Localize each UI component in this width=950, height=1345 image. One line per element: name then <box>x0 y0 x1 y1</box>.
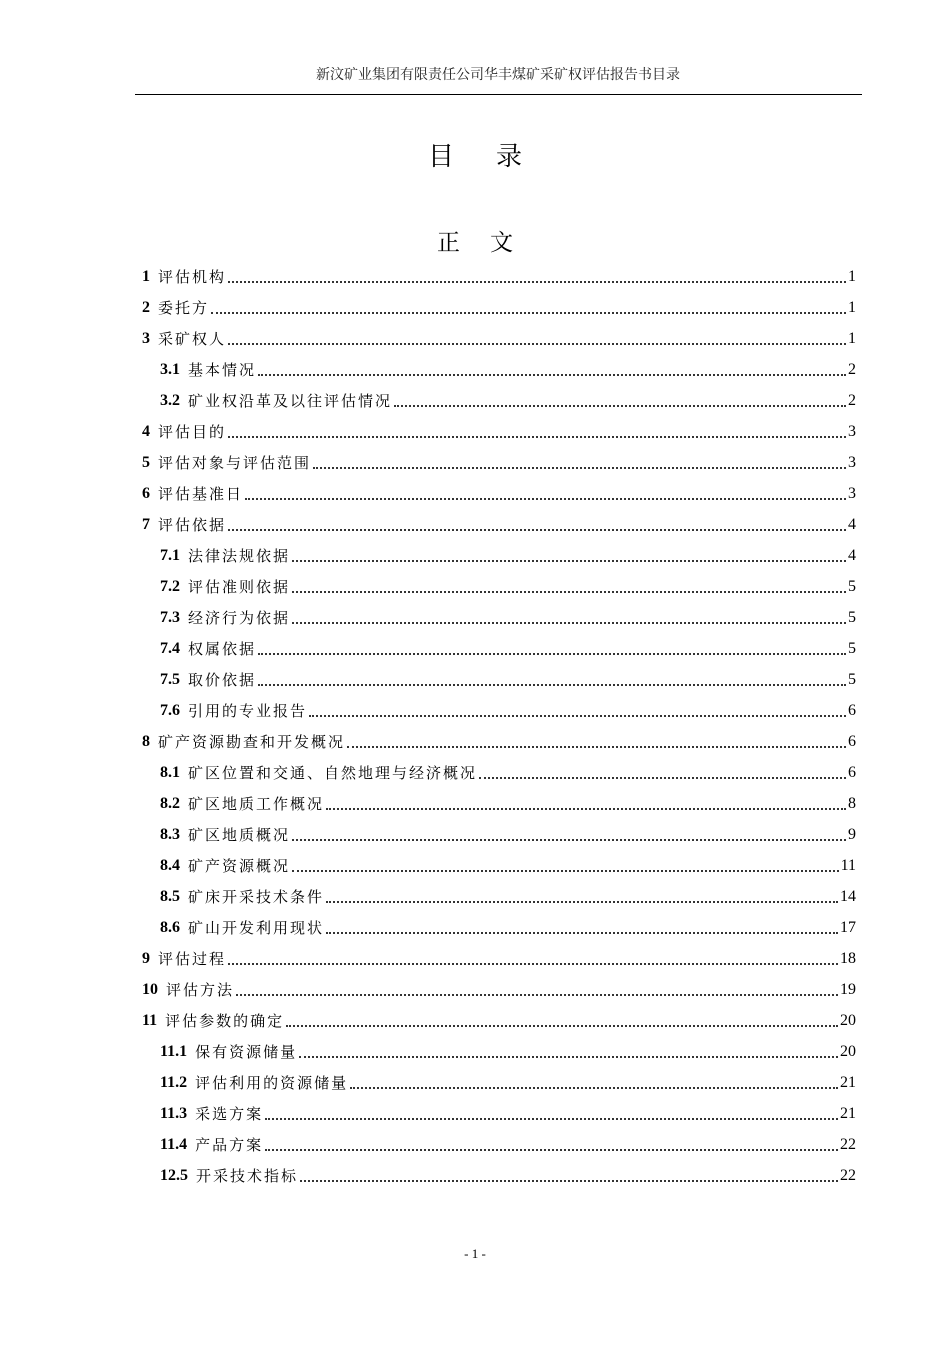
toc-entry[interactable] <box>142 1036 856 1067</box>
toc-entry-number: 7.6 <box>160 701 180 719</box>
toc-entry-number: 7.4 <box>160 639 180 657</box>
toc-entry-number: 8.6 <box>160 918 180 936</box>
toc-dot-leader <box>265 1149 838 1151</box>
toc-entry[interactable] <box>142 354 856 385</box>
toc-entry-number: 4 <box>142 422 150 440</box>
toc-dot-leader <box>292 839 846 841</box>
toc-entry-number: 11.1 <box>160 1042 188 1060</box>
toc-entry-page: 5 <box>848 577 856 595</box>
toc-entry-label: 取价依据 <box>188 671 257 689</box>
toc-dot-leader <box>286 1025 838 1027</box>
toc-entry-page: 17 <box>840 918 856 936</box>
toc-dot-leader <box>211 312 846 314</box>
toc-entry-number: 7.5 <box>160 670 180 688</box>
toc-entry-number: 1 <box>142 267 150 285</box>
toc-entry[interactable] <box>142 571 856 602</box>
toc-entry-label: 经济行为依据 <box>188 609 291 627</box>
toc-entry-page: 1 <box>848 298 856 316</box>
toc-dot-leader <box>245 498 846 500</box>
toc-entry-label: 产品方案 <box>195 1136 264 1154</box>
toc-entry-page: 22 <box>840 1135 856 1153</box>
toc-entry-page: 11 <box>840 856 856 874</box>
toc-entry-label: 矿业权沿革及以往评估情况 <box>188 392 393 410</box>
toc-dot-leader <box>299 1056 838 1058</box>
toc-entry-label: 委托方 <box>158 299 210 317</box>
toc-entry-page: 6 <box>848 732 856 750</box>
toc-entry[interactable] <box>142 385 856 416</box>
toc-entry[interactable] <box>142 850 856 881</box>
toc-dot-leader <box>326 808 846 810</box>
page-title: 目录 <box>427 142 564 172</box>
toc-entry-label: 基本情况 <box>188 361 257 379</box>
toc-entry-page: 4 <box>848 515 856 533</box>
toc-entry-number: 11 <box>142 1011 158 1029</box>
toc-dot-leader <box>479 777 846 779</box>
toc-dot-leader <box>347 746 846 748</box>
running-header: 新汶矿业集团有限责任公司华丰煤矿采矿权评估报告书目录 <box>316 67 680 83</box>
toc-entry-page: 2 <box>848 360 856 378</box>
toc-entry-number: 8.1 <box>160 763 180 781</box>
toc-entry-page: 19 <box>840 980 856 998</box>
toc-entry[interactable] <box>142 1098 856 1129</box>
toc-entry-page: 5 <box>848 608 856 626</box>
toc-entry[interactable] <box>142 292 856 323</box>
toc-dot-leader <box>292 622 846 624</box>
toc-entry-number: 11.2 <box>160 1073 188 1091</box>
toc-dot-leader <box>228 436 846 438</box>
toc-entry-page: 1 <box>848 267 856 285</box>
toc-entry[interactable] <box>142 261 856 292</box>
toc-entry-label: 评估准则依据 <box>188 578 291 596</box>
toc-dot-leader <box>228 343 846 345</box>
toc-entry-label: 评估参数的确定 <box>165 1012 285 1030</box>
toc-entry-number: 8.3 <box>160 825 180 843</box>
toc-entry-page: 9 <box>848 825 856 843</box>
toc-entry-label: 矿床开采技术条件 <box>188 888 325 906</box>
toc-entry-label: 保有资源储量 <box>195 1043 298 1061</box>
toc-dot-leader <box>265 1118 838 1120</box>
toc-entry[interactable] <box>142 695 856 726</box>
toc-dot-leader <box>228 281 846 283</box>
toc-entry-number: 6 <box>142 484 150 502</box>
toc-entry[interactable] <box>142 1129 856 1160</box>
toc-entry-label: 矿区地质工作概况 <box>188 795 325 813</box>
toc-entry[interactable] <box>142 1160 856 1191</box>
toc-dot-leader <box>326 932 838 934</box>
toc-entry-page: 3 <box>848 453 856 471</box>
toc-entry[interactable] <box>142 664 856 695</box>
toc-dot-leader <box>292 870 839 872</box>
toc-entry-label: 法律法规依据 <box>188 547 291 565</box>
toc-entry-page: 18 <box>840 949 856 967</box>
toc-entry-number: 8.4 <box>160 856 180 874</box>
toc-entry[interactable] <box>142 540 856 571</box>
toc-entry-page: 20 <box>840 1011 856 1029</box>
toc-entry-page: 20 <box>840 1042 856 1060</box>
toc-entry-page: 4 <box>848 546 856 564</box>
toc-entry-number: 7.2 <box>160 577 180 595</box>
toc-entry[interactable] <box>142 602 856 633</box>
toc-entry[interactable] <box>142 912 856 943</box>
toc-entry-number: 3.1 <box>160 360 180 378</box>
toc-entry-page: 8 <box>848 794 856 812</box>
toc-entry-number: 10 <box>142 980 158 998</box>
toc-entry-number: 11.3 <box>160 1104 188 1122</box>
toc-dot-leader <box>258 374 846 376</box>
toc-entry-page: 2 <box>848 391 856 409</box>
toc-entry[interactable] <box>142 726 856 757</box>
toc-entry-number: 7.1 <box>160 546 180 564</box>
toc-dot-leader <box>394 405 846 407</box>
toc-dot-leader <box>350 1087 838 1089</box>
toc-entry[interactable] <box>142 881 856 912</box>
toc-entry-label: 评估依据 <box>158 516 227 534</box>
page-number: - 1 - <box>464 1246 486 1261</box>
toc-entry-label: 引用的专业报告 <box>188 702 308 720</box>
toc-entry-label: 矿产资源概况 <box>188 857 291 875</box>
toc-dot-leader <box>258 653 846 655</box>
toc-dot-leader <box>300 1180 838 1182</box>
toc-entry[interactable] <box>142 974 856 1005</box>
toc-entry[interactable] <box>142 819 856 850</box>
toc-entry-page: 1 <box>848 329 856 347</box>
toc-entry-page: 5 <box>848 670 856 688</box>
toc-entry[interactable] <box>142 1067 856 1098</box>
toc-entry[interactable] <box>142 509 856 540</box>
toc-dot-leader <box>326 901 838 903</box>
toc-entry[interactable] <box>142 1005 856 1036</box>
toc-entry[interactable] <box>142 788 856 819</box>
toc-dot-leader <box>228 963 838 965</box>
toc-entry-page: 5 <box>848 639 856 657</box>
toc-entry-number: 3 <box>142 329 150 347</box>
toc-entry-number: 2 <box>142 298 150 316</box>
toc-entry[interactable] <box>142 943 856 974</box>
toc-entry-number: 8.2 <box>160 794 180 812</box>
toc-dot-leader <box>292 560 846 562</box>
toc-entry-number: 5 <box>142 453 150 471</box>
toc-entry-label: 评估方法 <box>166 981 235 999</box>
toc-entry-page: 21 <box>840 1073 856 1091</box>
toc-entry-label: 评估利用的资源储量 <box>195 1074 349 1092</box>
toc-entry-label: 矿区位置和交通、自然地理与经济概况 <box>188 764 478 782</box>
toc-entry-label: 采选方案 <box>195 1105 264 1123</box>
toc-dot-leader <box>228 529 846 531</box>
toc-entry-label: 评估过程 <box>158 950 227 968</box>
toc-entry[interactable] <box>142 757 856 788</box>
toc-dot-leader <box>258 684 846 686</box>
toc-entry-number: 8.5 <box>160 887 180 905</box>
toc-entry[interactable] <box>142 416 856 447</box>
toc-entry-number: 8 <box>142 732 150 750</box>
toc-dot-leader <box>292 591 846 593</box>
toc-entry-number: 9 <box>142 949 150 967</box>
toc-entry-label: 矿产资源勘查和开发概况 <box>158 733 346 751</box>
toc-entry-number: 7.3 <box>160 608 180 626</box>
toc-entry-number: 12.5 <box>160 1166 188 1184</box>
toc-entry-label: 采矿权人 <box>158 330 227 348</box>
toc-entry[interactable] <box>142 447 856 478</box>
toc-entry-page: 21 <box>840 1104 856 1122</box>
toc-entry-page: 14 <box>840 887 856 905</box>
toc-entry-label: 评估机构 <box>158 268 227 286</box>
toc-entry[interactable] <box>142 478 856 509</box>
toc-entry-page: 6 <box>848 701 856 719</box>
table-of-contents <box>142 261 856 1191</box>
toc-entry-page: 3 <box>848 484 856 502</box>
toc-entry-label: 权属依据 <box>188 640 257 658</box>
toc-entry-label: 评估基准日 <box>158 485 244 503</box>
toc-entry-label: 矿山开发利用现状 <box>188 919 325 937</box>
header-divider <box>135 94 862 95</box>
toc-entry-number: 7 <box>142 515 150 533</box>
toc-dot-leader <box>236 994 838 996</box>
toc-entry-label: 矿区地质概况 <box>188 826 291 844</box>
toc-entry-page: 22 <box>840 1166 856 1184</box>
toc-dot-leader <box>313 467 846 469</box>
toc-entry-label: 评估目的 <box>158 423 227 441</box>
toc-entry-number: 11.4 <box>160 1135 188 1153</box>
toc-entry-page: 6 <box>848 763 856 781</box>
toc-entry-label: 开采技术指标 <box>196 1167 299 1185</box>
toc-entry-page: 3 <box>848 422 856 440</box>
toc-entry-number: 3.2 <box>160 391 180 409</box>
toc-entry[interactable] <box>142 323 856 354</box>
toc-entry[interactable] <box>142 633 856 664</box>
toc-dot-leader <box>309 715 846 717</box>
section-heading: 正文 <box>437 230 543 256</box>
toc-entry-label: 评估对象与评估范围 <box>158 454 312 472</box>
